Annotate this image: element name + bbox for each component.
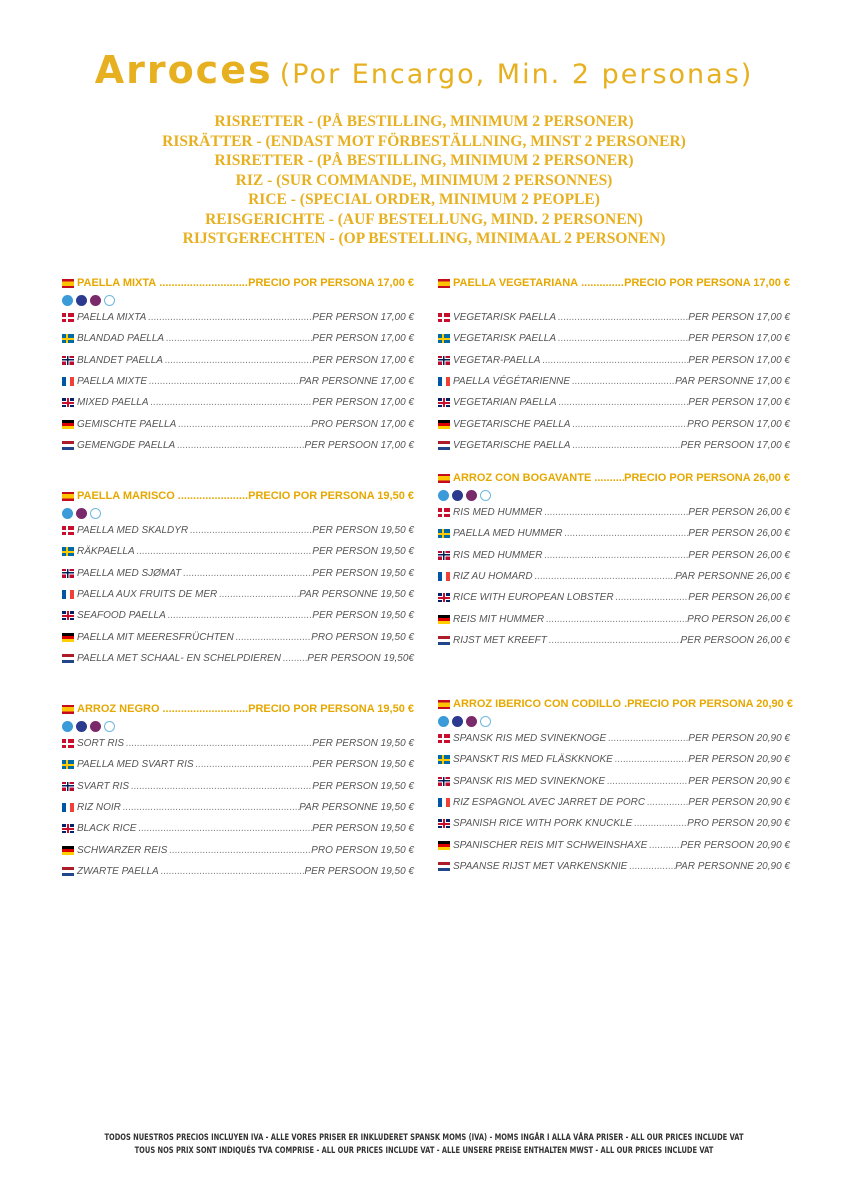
menu-item-row: [438, 435, 790, 456]
item-price: PER PERSON 17,00 €: [312, 312, 414, 324]
dot-leader: [194, 759, 313, 770]
item-price: PRO PERSON 19,50 €: [311, 631, 414, 643]
item-name: PAELLA AUX FRUITS DE MER: [77, 589, 218, 601]
gluten-allergen-icon: [480, 490, 491, 501]
menu-item-row: [62, 392, 414, 413]
item-price: PER PERSON 19,50 €: [312, 780, 414, 792]
item-price: PER PERSON 17,00 €: [312, 354, 414, 366]
item-price: PER PERSON 26,00 €: [688, 592, 790, 604]
flag-de-icon: [62, 633, 74, 642]
item-price: PRO PERSON 19,50 €: [311, 844, 414, 856]
item-price: PER PERSON 19,50 €: [312, 610, 414, 622]
item-name: RIJST MET KREEFT: [453, 634, 547, 646]
item-name: RIZ AU HOMARD: [453, 571, 533, 583]
flag-de-icon: [62, 420, 74, 429]
menu-item-row: [62, 861, 414, 882]
section-dish-name: ARROZ IBERICO CON CODILLO: [453, 698, 622, 710]
item-name: PAELLA MED SKALDYR: [77, 525, 189, 537]
menu-item-row: [62, 733, 414, 754]
menu-title: [0, 48, 848, 92]
flag-nl-icon: [438, 441, 450, 450]
flag-nl-icon: [62, 867, 74, 876]
menu-title-main: Arroces: [94, 48, 273, 92]
spain-flag-icon: [438, 474, 450, 483]
dot-leader: [188, 525, 312, 536]
item-name: PAELLA VÉGÉTARIENNE: [453, 376, 571, 388]
crustacean-allergen-icon: [90, 721, 101, 732]
item-name: GEMISCHTE PAELLA: [77, 418, 177, 430]
flag-se-icon: [62, 334, 74, 343]
fish-allergen-icon: [62, 721, 73, 732]
menu-item-row: [438, 350, 790, 371]
item-price: PER PERSON 17,00 €: [312, 397, 414, 409]
dot-leader: [556, 312, 688, 323]
item-name: VEGETARISCHE PAELLA: [453, 418, 571, 430]
menu-item-row: [438, 566, 790, 587]
mollusc-allergen-icon: [76, 721, 87, 732]
subtitle-fr: RIZ - (SUR COMMANDE, MINIMUM 2 PERSONNES): [235, 171, 613, 189]
flag-gb-icon: [62, 824, 74, 833]
dot-leader: [149, 397, 313, 408]
item-name: BLANDAD PAELLA: [77, 333, 165, 345]
menu-item-row: [438, 328, 790, 349]
item-price: PER PERSON 17,00 €: [688, 312, 790, 324]
section-dish-name: ARROZ NEGRO: [77, 703, 160, 715]
item-price: PRO PERSON 26,00 €: [687, 613, 790, 625]
flag-de-icon: [438, 420, 450, 429]
dot-leader: [570, 419, 687, 430]
item-name: PAELLA MET SCHAAL- EN SCHELPDIEREN: [77, 652, 281, 664]
dot-leader: [570, 440, 680, 451]
flag-se-icon: [438, 755, 450, 764]
item-price: PAR PERSONNE 26,00 €: [675, 571, 790, 583]
item-price: PER PERSOON 19,50 €: [304, 865, 414, 877]
dot-leader: [627, 861, 675, 872]
footer-line: TOUS NOS PRIX SONT INDIQUÉS TVA COMPRISE - ALL OUR PRICES INCLUDE VAT - ALLE UNSERE PREISE ENTHALTEN MWST - ALL OUR PRICES INCLUDE VAT: [134, 1145, 714, 1155]
flag-no-icon: [438, 356, 450, 365]
menu-item-row: [438, 630, 790, 651]
item-price: PER PERSON 19,50 €: [312, 759, 414, 771]
gluten-allergen-icon: [104, 295, 115, 306]
subtitle-nl: RIJSTGERECHTEN - (OP BESTELLING, MINIMAAL 2 PERSONEN): [182, 230, 666, 247]
item-name: RIZ ESPAGNOL AVEC JARRET DE PORC: [453, 797, 646, 809]
flag-fr-icon: [62, 590, 74, 599]
dot-leader: [121, 802, 299, 813]
item-name: PAELLA MED SJØMAT: [77, 567, 182, 579]
item-name: PAELLA MED HUMMER: [453, 528, 563, 540]
item-name: PAELLA MED SVART RIS: [77, 759, 194, 771]
allergen-icons: [438, 716, 790, 728]
spain-flag-icon: [62, 492, 74, 501]
menu-item-row: [62, 605, 414, 626]
flag-gb-icon: [62, 611, 74, 620]
item-price: PRO PERSON 17,00 €: [311, 418, 414, 430]
flag-no-icon: [438, 777, 450, 786]
item-price: PRO PERSON 17,00 €: [687, 418, 790, 430]
flag-se-icon: [62, 547, 74, 556]
item-name: BLANDET PAELLA: [77, 354, 163, 366]
dot-leader: [562, 528, 688, 539]
section-price: PRECIO POR PERSONA 20,90 €: [627, 698, 793, 710]
menu-item-row: [62, 626, 414, 647]
dot-leader: [547, 635, 681, 646]
allergen-icons: [62, 721, 414, 733]
dot-leader: [556, 333, 688, 344]
section-header: [62, 702, 414, 716]
item-price: PER PERSON 17,00 €: [688, 397, 790, 409]
flag-fr-icon: [438, 377, 450, 386]
crustacean-allergen-icon: [90, 295, 101, 306]
allergen-icons: [438, 490, 790, 502]
flag-no-icon: [62, 569, 74, 578]
subtitle-sv: RISRÄTTER - (ENDAST MOT FÖRBESTÄLLNING, MINST 2 PERSONER): [162, 132, 686, 150]
flag-de-icon: [438, 841, 450, 850]
dot-leader: [281, 653, 307, 664]
section-header: [438, 276, 790, 290]
crustacean-allergen-icon: [466, 490, 477, 501]
translated-titles: [0, 112, 848, 249]
flag-gb-icon: [438, 593, 450, 602]
dot-leader: [175, 440, 304, 451]
item-price: PER PERSOON 17,00 €: [304, 439, 414, 451]
menu-section-arroz-iberico: [438, 697, 793, 877]
fish-allergen-icon: [62, 295, 73, 306]
item-name: PAELLA MIXTE: [77, 376, 148, 388]
menu-item-row: [62, 520, 414, 541]
menu-item-row: [438, 813, 790, 834]
menu-item-row: [438, 307, 790, 328]
fish-allergen-icon: [438, 716, 449, 727]
dot-leader: [544, 614, 687, 625]
dot-leader: [166, 610, 313, 621]
dot-leader: [605, 776, 688, 787]
item-price: PER PERSON 26,00 €: [688, 549, 790, 561]
flag-nl-icon: [62, 441, 74, 450]
gluten-allergen-icon: [104, 721, 115, 732]
section-header: [62, 489, 414, 503]
section-header: [62, 276, 414, 290]
flag-gb-icon: [438, 819, 450, 828]
flag-dk-icon: [438, 508, 450, 517]
item-price: PAR PERSONNE 19,50 €: [299, 802, 414, 814]
menu-item-row: [62, 776, 414, 797]
item-price: PER PERSON 19,50 €: [312, 738, 414, 750]
section-price: PRECIO POR PERSONA 19,50 €: [248, 703, 414, 715]
flag-se-icon: [62, 760, 74, 769]
dot-leader: [540, 355, 688, 366]
item-name: RIS MED HUMMER: [453, 549, 543, 561]
item-name: RÄKPAELLA: [77, 546, 135, 558]
item-name: RICE WITH EUROPEAN LOBSTER: [453, 592, 614, 604]
item-price: PER PERSOON 26,00 €: [680, 634, 790, 646]
dot-leader: [606, 733, 688, 744]
flag-dk-icon: [62, 526, 74, 535]
dot-leader: [647, 840, 680, 851]
dot-leader: [159, 866, 305, 877]
section-dish-name: PAELLA VEGETARIANA: [453, 277, 579, 289]
flag-fr-icon: [62, 803, 74, 812]
flag-nl-icon: [438, 636, 450, 645]
item-price: PER PERSON 26,00 €: [688, 507, 790, 519]
item-price: PAR PERSONNE 17,00 €: [299, 376, 414, 388]
menu-item-row: [62, 754, 414, 775]
flag-no-icon: [62, 356, 74, 365]
item-name: BLACK RICE: [77, 823, 137, 835]
menu-item-row: [62, 328, 414, 349]
flag-nl-icon: [438, 862, 450, 871]
item-price: PER PERSON 20,90 €: [688, 775, 790, 787]
vat-footer: [0, 1131, 848, 1157]
dot-leader: [614, 592, 689, 603]
dot-leader: [136, 823, 312, 834]
menu-item-row: [62, 563, 414, 584]
flag-se-icon: [438, 334, 450, 343]
item-price: PER PERSON 17,00 €: [688, 354, 790, 366]
menu-item-row: [62, 797, 414, 818]
flag-gb-icon: [62, 398, 74, 407]
menu-item-row: [438, 587, 790, 608]
item-name: VEGETARISCHE PAELLA: [453, 439, 571, 451]
flag-se-icon: [438, 529, 450, 538]
menu-item-row: [62, 413, 414, 434]
menu-item-row: [62, 350, 414, 371]
menu-item-row: [62, 839, 414, 860]
menu-item-row: [62, 584, 414, 605]
item-price: PER PERSOON 19,50€: [307, 652, 414, 664]
menu-item-row: [438, 608, 790, 629]
menu-item-row: [62, 307, 414, 328]
dot-leader: [645, 797, 688, 808]
dot-leader: [234, 632, 311, 643]
spain-flag-icon: [438, 279, 450, 288]
item-name: VEGETARISK PAELLA: [453, 312, 557, 324]
item-price: PER PERSON 17,00 €: [312, 333, 414, 345]
dot-leader: [176, 419, 311, 430]
mollusc-allergen-icon: [452, 716, 463, 727]
dot-leader: [542, 550, 688, 561]
dot-leader: [217, 589, 299, 600]
section-dish-name: PAELLA MIXTA: [77, 277, 157, 289]
item-price: PER PERSOON 20,90 €: [680, 839, 790, 851]
section-header: [438, 697, 793, 711]
dot-leader: [156, 277, 248, 289]
dot-leader: [632, 818, 687, 829]
item-name: SPANISCHER REIS MIT SCHWEINSHAXE: [453, 839, 648, 851]
dot-leader: [147, 376, 299, 387]
section-dish-name: ARROZ CON BOGAVANTE: [453, 472, 592, 484]
item-name: SPAANSE RIJST MET VARKENSKNIE: [453, 860, 628, 872]
menu-item-row: [438, 749, 790, 770]
item-name: SVART RIS: [77, 780, 130, 792]
mollusc-allergen-icon: [452, 490, 463, 501]
menu-section-paella-vegetariana: [438, 276, 790, 456]
item-price: PER PERSON 17,00 €: [688, 333, 790, 345]
flag-gb-icon: [438, 398, 450, 407]
crustacean-allergen-icon: [76, 508, 87, 519]
allergen-icons: [62, 295, 414, 307]
menu-item-row: [438, 771, 790, 792]
flag-no-icon: [438, 551, 450, 560]
menu-item-row: [438, 792, 790, 813]
item-name: SPANSKT RIS MED FLÄSKKNOKE: [453, 754, 613, 766]
item-price: PER PERSON 19,50 €: [312, 546, 414, 558]
footer-line: TODOS NUESTROS PRECIOS INCLUYEN IVA - ALLE VORES PRISER ER INKLUDERET SPANSK MOMS (IVA) - MOMS INGÅR I ALLA VÅRA PRISER - ALL OUR PRICES INCLUDE VAT: [104, 1132, 744, 1142]
section-price: PRECIO POR PERSONA 26,00 €: [624, 472, 790, 484]
menu-item-row: [438, 371, 790, 392]
menu-item-row: [438, 728, 790, 749]
fish-allergen-icon: [62, 508, 73, 519]
item-price: PER PERSON 19,50 €: [312, 823, 414, 835]
menu-item-row: [438, 856, 790, 877]
item-name: VEGETARIAN PAELLA: [453, 397, 557, 409]
menu-item-row: [438, 413, 790, 434]
menu-item-row: [62, 541, 414, 562]
spain-flag-icon: [438, 700, 450, 709]
item-name: ZWARTE PAELLA: [77, 865, 159, 877]
dot-leader: [591, 472, 624, 484]
subtitle-no: RISRETTER - (PÅ BESTILLING, MINIMUM 2 PERSONER): [214, 152, 634, 169]
dot-leader: [163, 355, 312, 366]
menu-section-paella-mixta: [62, 276, 414, 456]
item-price: PER PERSON 26,00 €: [688, 528, 790, 540]
item-price: PAR PERSONNE 17,00 €: [675, 376, 790, 388]
flag-dk-icon: [438, 734, 450, 743]
menu-item-row: [62, 435, 414, 456]
item-name: PAELLA MIT MEERESFRÜCHTEN: [77, 631, 234, 643]
section-price: PRECIO POR PERSONA 17,00 €: [624, 277, 790, 289]
dot-leader: [164, 333, 312, 344]
item-name: RIZ NOIR: [77, 802, 121, 814]
subtitle-de: REISGERICHTE - (AUF BESTELLUNG, MIND. 2 PERSONEN): [205, 210, 643, 228]
flag-no-icon: [62, 782, 74, 791]
dot-leader: [533, 571, 675, 582]
menu-item-row: [438, 834, 790, 855]
menu-item-row: [62, 371, 414, 392]
menu-title-sub: (Por Encargo, Min. 2 personas): [279, 59, 754, 90]
dot-leader: [570, 376, 675, 387]
item-price: PER PERSOON 17,00 €: [680, 439, 790, 451]
dot-leader: [557, 397, 689, 408]
menu-item-row: [62, 818, 414, 839]
crustacean-allergen-icon: [466, 716, 477, 727]
dot-leader: [124, 738, 312, 749]
item-name: REIS MIT HUMMER: [453, 613, 545, 625]
dot-leader: [542, 507, 688, 518]
menu-section-arroz-bogavante: [438, 471, 790, 651]
flag-fr-icon: [438, 798, 450, 807]
flag-de-icon: [62, 846, 74, 855]
item-name: SPANSK RIS MED SVINEKNOGE: [453, 733, 607, 745]
dot-leader: [613, 754, 688, 765]
flag-fr-icon: [438, 572, 450, 581]
mollusc-allergen-icon: [76, 295, 87, 306]
menu-item-row: [438, 545, 790, 566]
subtitle-da: RISRETTER - (PÅ BESTILLING, MINIMUM 2 PERSONER): [214, 113, 634, 130]
item-name: SPANISH RICE WITH PORK KNUCKLE: [453, 818, 633, 830]
menu-item-row: [438, 502, 790, 523]
subtitle-en: RICE - (SPECIAL ORDER, MINIMUM 2 PEOPLE): [248, 191, 600, 208]
item-name: PAELLA MIXTA: [77, 312, 147, 324]
menu-item-row: [438, 523, 790, 544]
flag-fr-icon: [62, 377, 74, 386]
flag-dk-icon: [62, 739, 74, 748]
section-header: [438, 471, 790, 485]
item-price: PAR PERSONNE 20,90 €: [675, 860, 790, 872]
flag-nl-icon: [62, 654, 74, 663]
item-name: VEGETAR-PAELLA: [453, 354, 541, 366]
section-price: PRECIO POR PERSONA 17,00 €: [248, 277, 414, 289]
dot-leader: [135, 546, 313, 557]
spain-flag-icon: [62, 705, 74, 714]
menu-item-row: [438, 392, 790, 413]
item-name: RIS MED HUMMER: [453, 507, 543, 519]
spain-flag-icon: [62, 279, 74, 288]
allergen-icons: [62, 508, 414, 520]
gluten-allergen-icon: [480, 716, 491, 727]
item-price: PAR PERSONNE 19,50 €: [299, 589, 414, 601]
section-price: PRECIO POR PERSONA 19,50 €: [248, 490, 414, 502]
item-price: PER PERSON 20,90 €: [688, 797, 790, 809]
menu-item-row: [62, 648, 414, 669]
allergen-icons: [438, 295, 790, 307]
item-name: SEAFOOD PAELLA: [77, 610, 166, 622]
item-price: PER PERSON 20,90 €: [688, 733, 790, 745]
item-name: MIXED PAELLA: [77, 397, 149, 409]
item-price: PRO PERSON 20,90 €: [687, 818, 790, 830]
dot-leader: [175, 490, 248, 502]
section-dish-name: PAELLA MARISCO: [77, 490, 175, 502]
dot-leader: [129, 781, 312, 792]
flag-dk-icon: [438, 313, 450, 322]
item-name: VEGETARISK PAELLA: [453, 333, 557, 345]
menu-section-paella-marisco: [62, 489, 414, 669]
dot-leader: [146, 312, 312, 323]
fish-allergen-icon: [438, 490, 449, 501]
gluten-allergen-icon: [90, 508, 101, 519]
item-price: PER PERSON 19,50 €: [312, 525, 414, 537]
item-name: GEMENGDE PAELLA: [77, 439, 176, 451]
dot-leader: [160, 703, 249, 715]
item-name: SORT RIS: [77, 738, 125, 750]
item-name: SPANSK RIS MED SVINEKNOKE: [453, 775, 606, 787]
menu-section-arroz-negro: [62, 702, 414, 882]
item-price: PER PERSON 20,90 €: [688, 754, 790, 766]
flag-dk-icon: [62, 313, 74, 322]
dot-leader: [181, 568, 312, 579]
item-price: PER PERSON 19,50 €: [312, 567, 414, 579]
flag-de-icon: [438, 615, 450, 624]
item-name: SCHWARZER REIS: [77, 844, 168, 856]
dot-leader: [167, 845, 311, 856]
dot-leader: [578, 277, 624, 289]
